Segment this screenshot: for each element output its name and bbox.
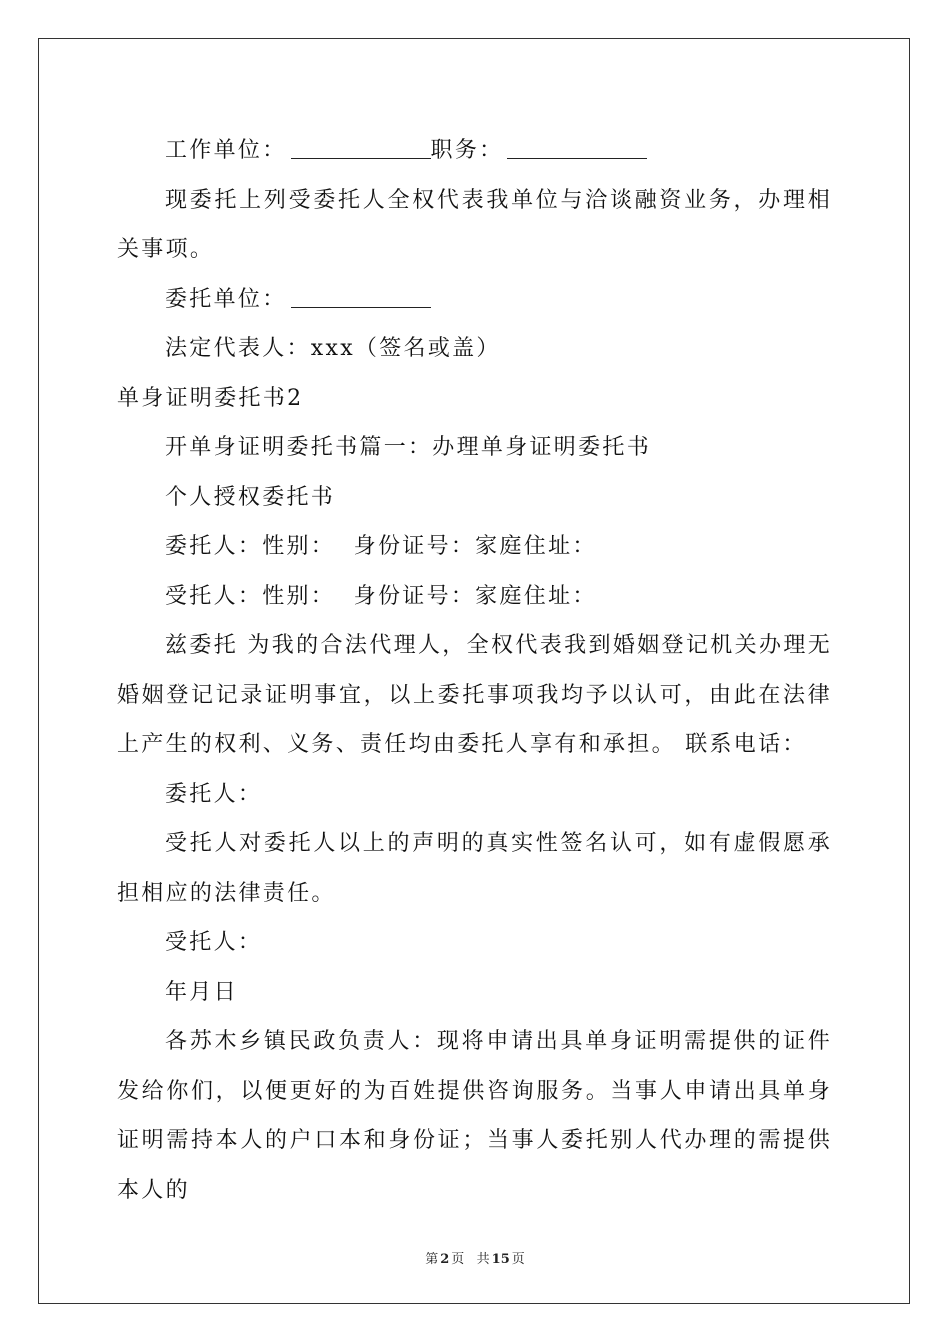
document-body bbox=[117, 126, 832, 1215]
position-label: 职务： bbox=[430, 138, 504, 163]
page-footer bbox=[0, 1248, 950, 1267]
principal-info-row: 委托人：性别： 身份证号：家庭住址： bbox=[165, 534, 597, 559]
entrust-unit-blank bbox=[291, 285, 431, 308]
footer-middle: 页 共 bbox=[451, 1252, 490, 1267]
notice-paragraph: 各苏木乡镇民政负责人：现将申请出具单身证明需提供的证件发给你们，以便更好的为百姓提供咨询服务。当事人申请出具单身证明需持本人的户口本和身份证；当事人委托别人代办理的需提供本人的 bbox=[117, 1029, 832, 1203]
position-blank bbox=[507, 136, 647, 159]
agent-declaration-paragraph: 受托人对委托人以上的声明的真实性签名认可，如有虚假愿承担相应的法律责任。 bbox=[117, 831, 832, 906]
date-line: 年月日 bbox=[165, 979, 238, 1005]
work-unit-line bbox=[117, 126, 832, 176]
principal-sign-line: 委托人： bbox=[165, 781, 263, 807]
section-title: 单身证明委托书2 bbox=[117, 385, 304, 411]
subtitle-line: 开单身证明委托书篇一：办理单身证明委托书 bbox=[165, 435, 652, 460]
entrust-unit-label: 委托单位： bbox=[165, 286, 287, 312]
total-pages-number: 15 bbox=[491, 1252, 510, 1267]
work-unit-blank bbox=[291, 136, 431, 159]
agent-info-row: 受托人：性别： 身份证号：家庭住址： bbox=[165, 583, 597, 609]
personal-auth-title: 个人授权委托书 bbox=[165, 484, 336, 510]
entrust-unit-line bbox=[117, 275, 832, 325]
work-unit-label: 工作单位： bbox=[165, 138, 287, 163]
footer-prefix: 第 bbox=[425, 1252, 439, 1267]
entrust-paragraph: 现委托上列受委托人全权代表我单位与洽谈融资业务，办理相关事项。 bbox=[117, 187, 832, 262]
legal-rep-line: 法定代表人：xxx（签名或盖） bbox=[165, 336, 501, 361]
agent-sign-line: 受托人： bbox=[165, 930, 263, 955]
current-page-number: 2 bbox=[440, 1252, 450, 1267]
footer-suffix: 页 bbox=[511, 1252, 525, 1267]
authorization-paragraph: 兹委托 为我的合法代理人，全权代表我到婚姻登记机关办理无婚姻登记记录证明事宜，以上委托事项我均予以认可，由此在法律上产生的权利、义务、责任均由委托人享有和承担。 联系电话： bbox=[117, 633, 832, 757]
